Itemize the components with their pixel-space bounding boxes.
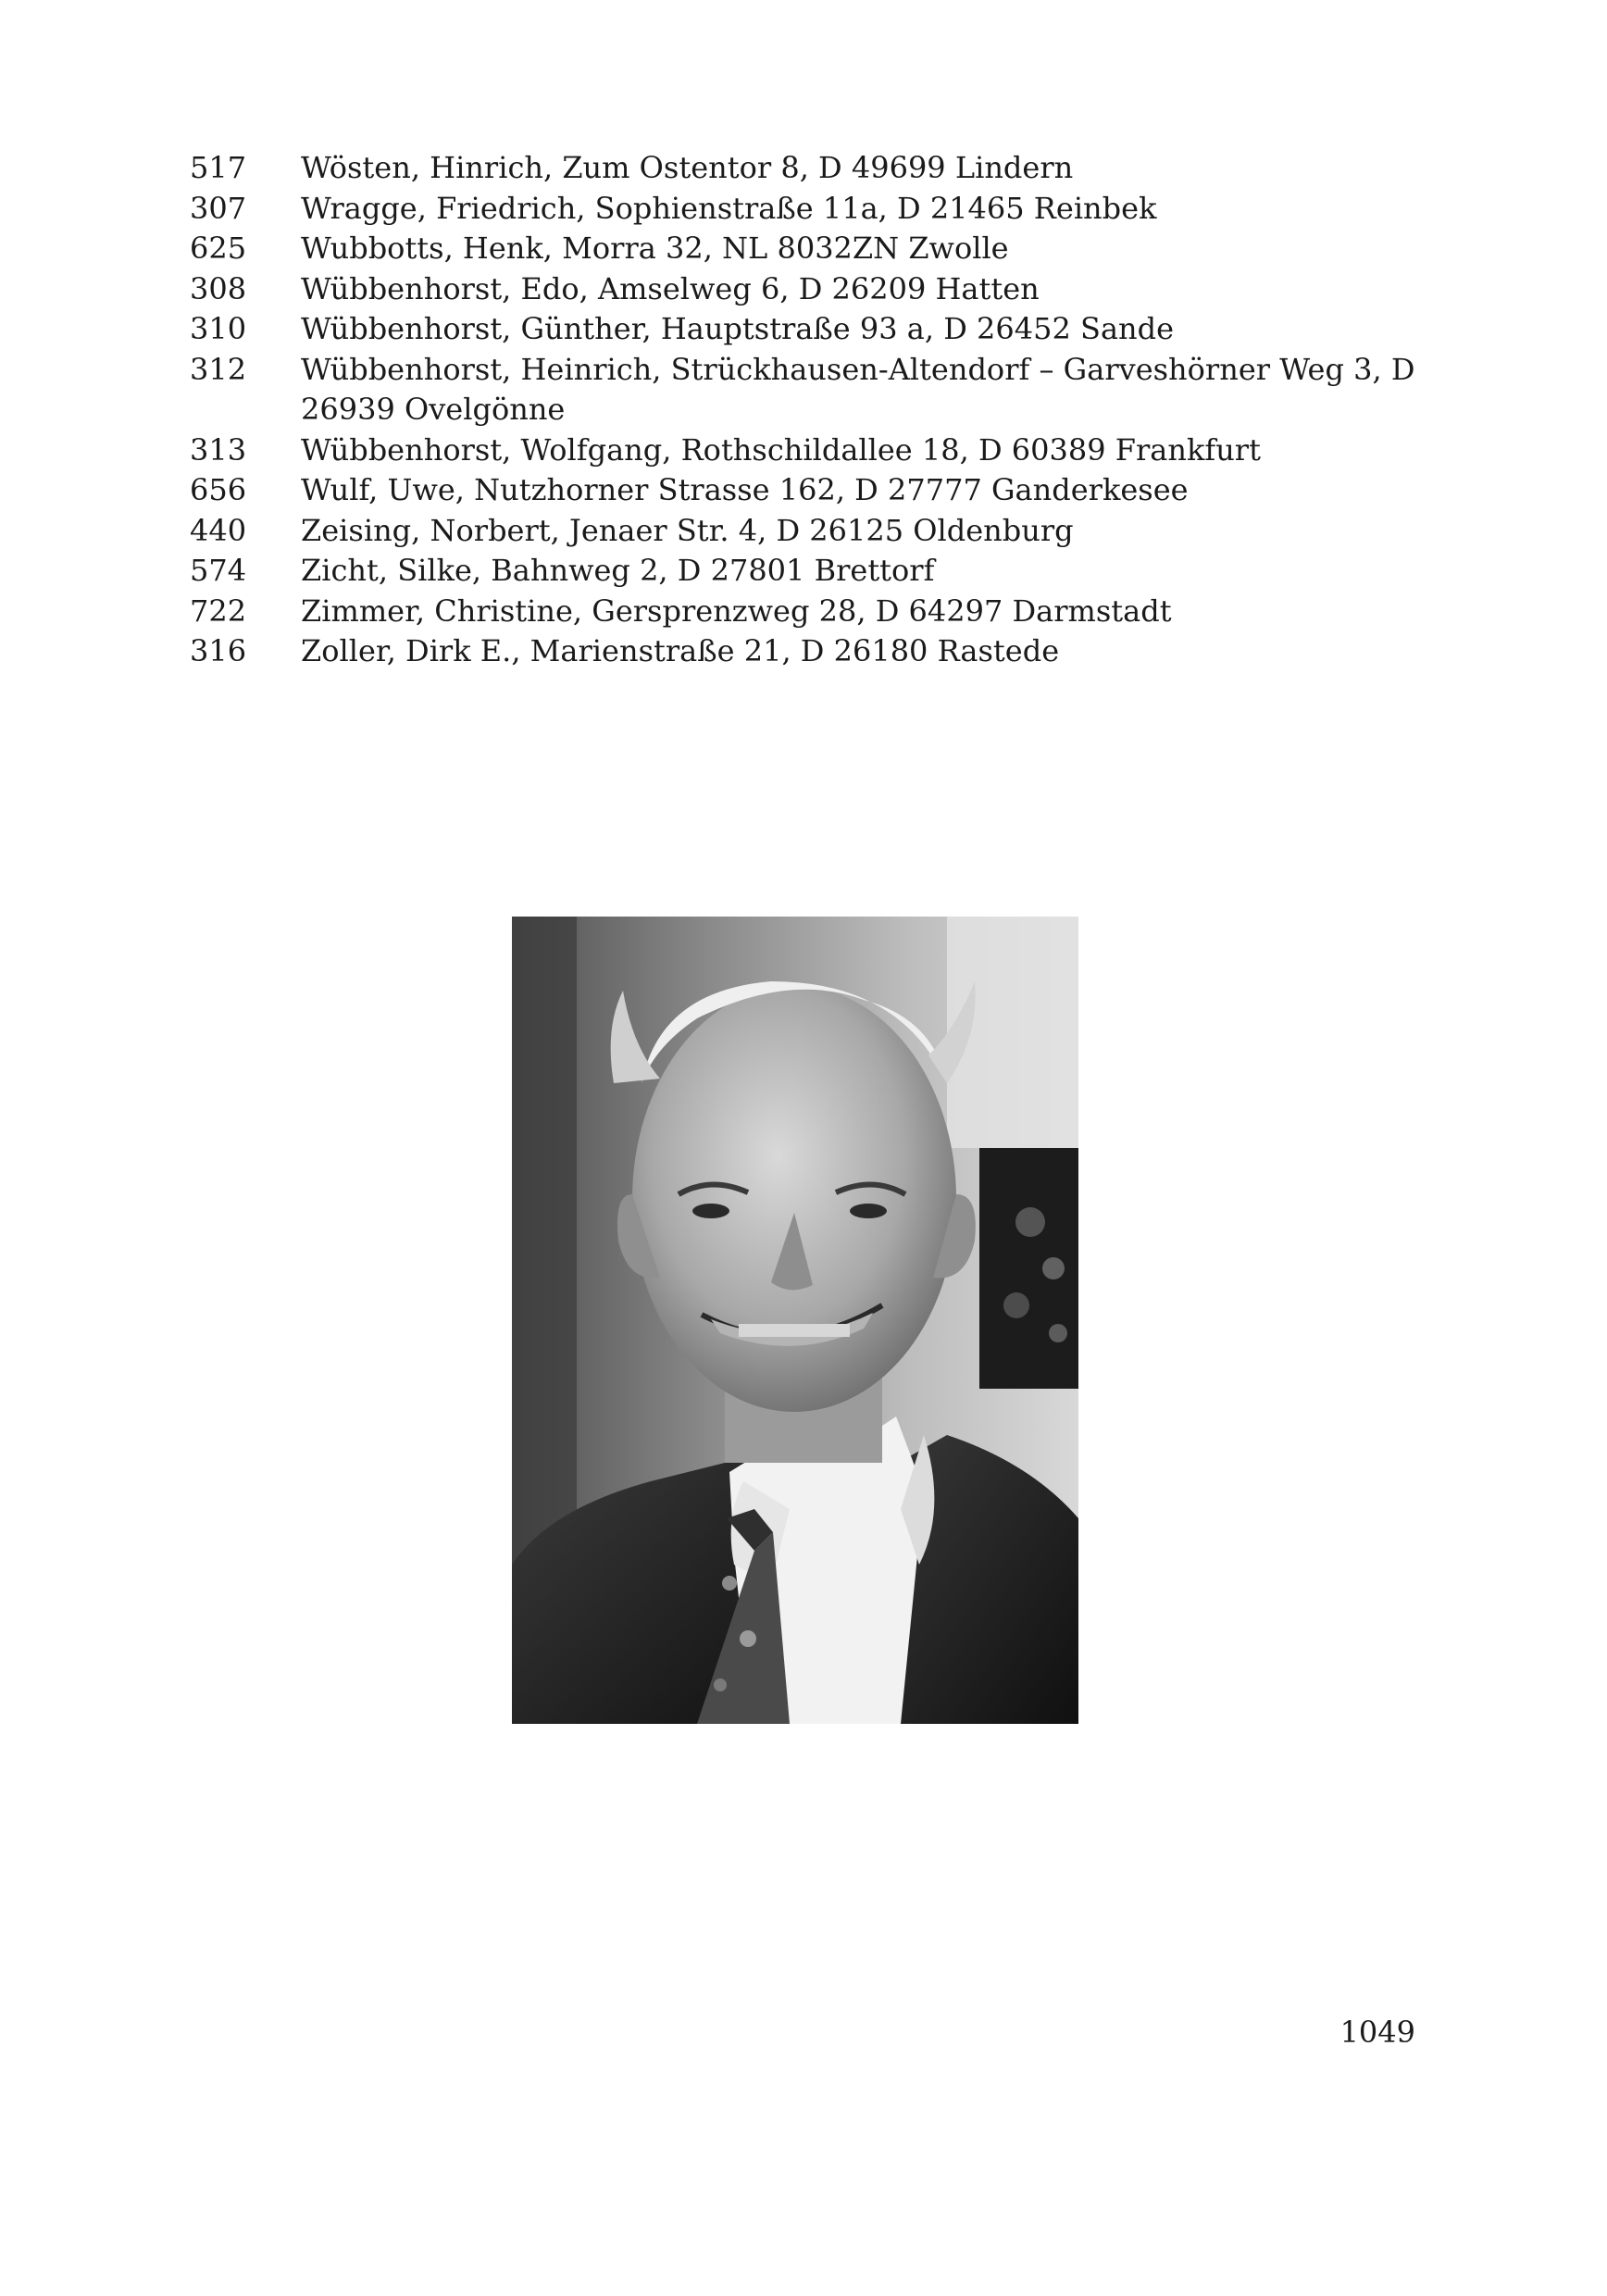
- entry-number: 310: [190, 311, 247, 346]
- entry-number: 517: [190, 150, 247, 185]
- entry-number: 312: [190, 351, 247, 387]
- entry-text: Wübbenhorst, Heinrich, Strückhausen-Altendorf – Garveshörner Weg 3, D 26939 Ovelgönne: [301, 351, 1415, 427]
- entry-text: Wübbenhorst, Günther, Hauptstraße 93 a, D 26452 Sande: [301, 311, 1175, 346]
- list-item: [190, 189, 1430, 230]
- entry-number: 308: [190, 270, 247, 306]
- entry-number: 316: [190, 633, 247, 668]
- entry-text: Wulf, Uwe, Nutzhorner Strasse 162, D 27777 Ganderkesee: [301, 472, 1189, 507]
- list-item: [190, 269, 1430, 310]
- list-item: [190, 229, 1430, 269]
- list-item: [190, 470, 1430, 511]
- entry-text: Zimmer, Christine, Gersprenzweg 28, D 64297 Darmstadt: [301, 593, 1172, 629]
- list-item: [190, 430, 1430, 471]
- entry-number: 625: [190, 231, 247, 266]
- list-item: [190, 148, 1430, 189]
- list-item: [190, 631, 1430, 672]
- entry-number: 722: [190, 593, 247, 629]
- entry-text: Wubbotts, Henk, Morra 32, NL 8032ZN Zwolle: [301, 231, 1009, 266]
- address-list: [190, 148, 1430, 672]
- entry-number: 574: [190, 553, 247, 588]
- entry-number: 440: [190, 512, 247, 548]
- entry-text: Zeising, Norbert, Jenaer Str. 4, D 26125 Oldenburg: [301, 512, 1074, 548]
- list-item: [190, 309, 1430, 350]
- entry-number: 307: [190, 190, 247, 226]
- entry-text: Wösten, Hinrich, Zum Ostentor 8, D 49699 Lindern: [301, 150, 1074, 185]
- list-item: [190, 551, 1430, 592]
- entry-number: 656: [190, 472, 247, 507]
- entry-text: Zicht, Silke, Bahnweg 2, D 27801 Brettorf: [301, 553, 935, 588]
- entry-number: 313: [190, 431, 247, 468]
- page-number: 1049: [1339, 2015, 1415, 2050]
- entry-text: Wragge, Friedrich, Sophienstraße 11a, D 21465 Reinbek: [301, 190, 1157, 226]
- list-item: [190, 511, 1430, 552]
- list-item: [190, 350, 1430, 430]
- entry-text: Zoller, Dirk E., Marienstraße 21, D 26180 Rastede: [301, 633, 1060, 668]
- portrait-photo: [512, 917, 1078, 1724]
- entry-text: Wübbenhorst, Edo, Amselweg 6, D 26209 Hatten: [301, 270, 1040, 306]
- list-item: [190, 592, 1430, 632]
- entry-text: Wübbenhorst, Wolfgang, Rothschildallee 18, D 60389 Frankfurt: [301, 431, 1261, 468]
